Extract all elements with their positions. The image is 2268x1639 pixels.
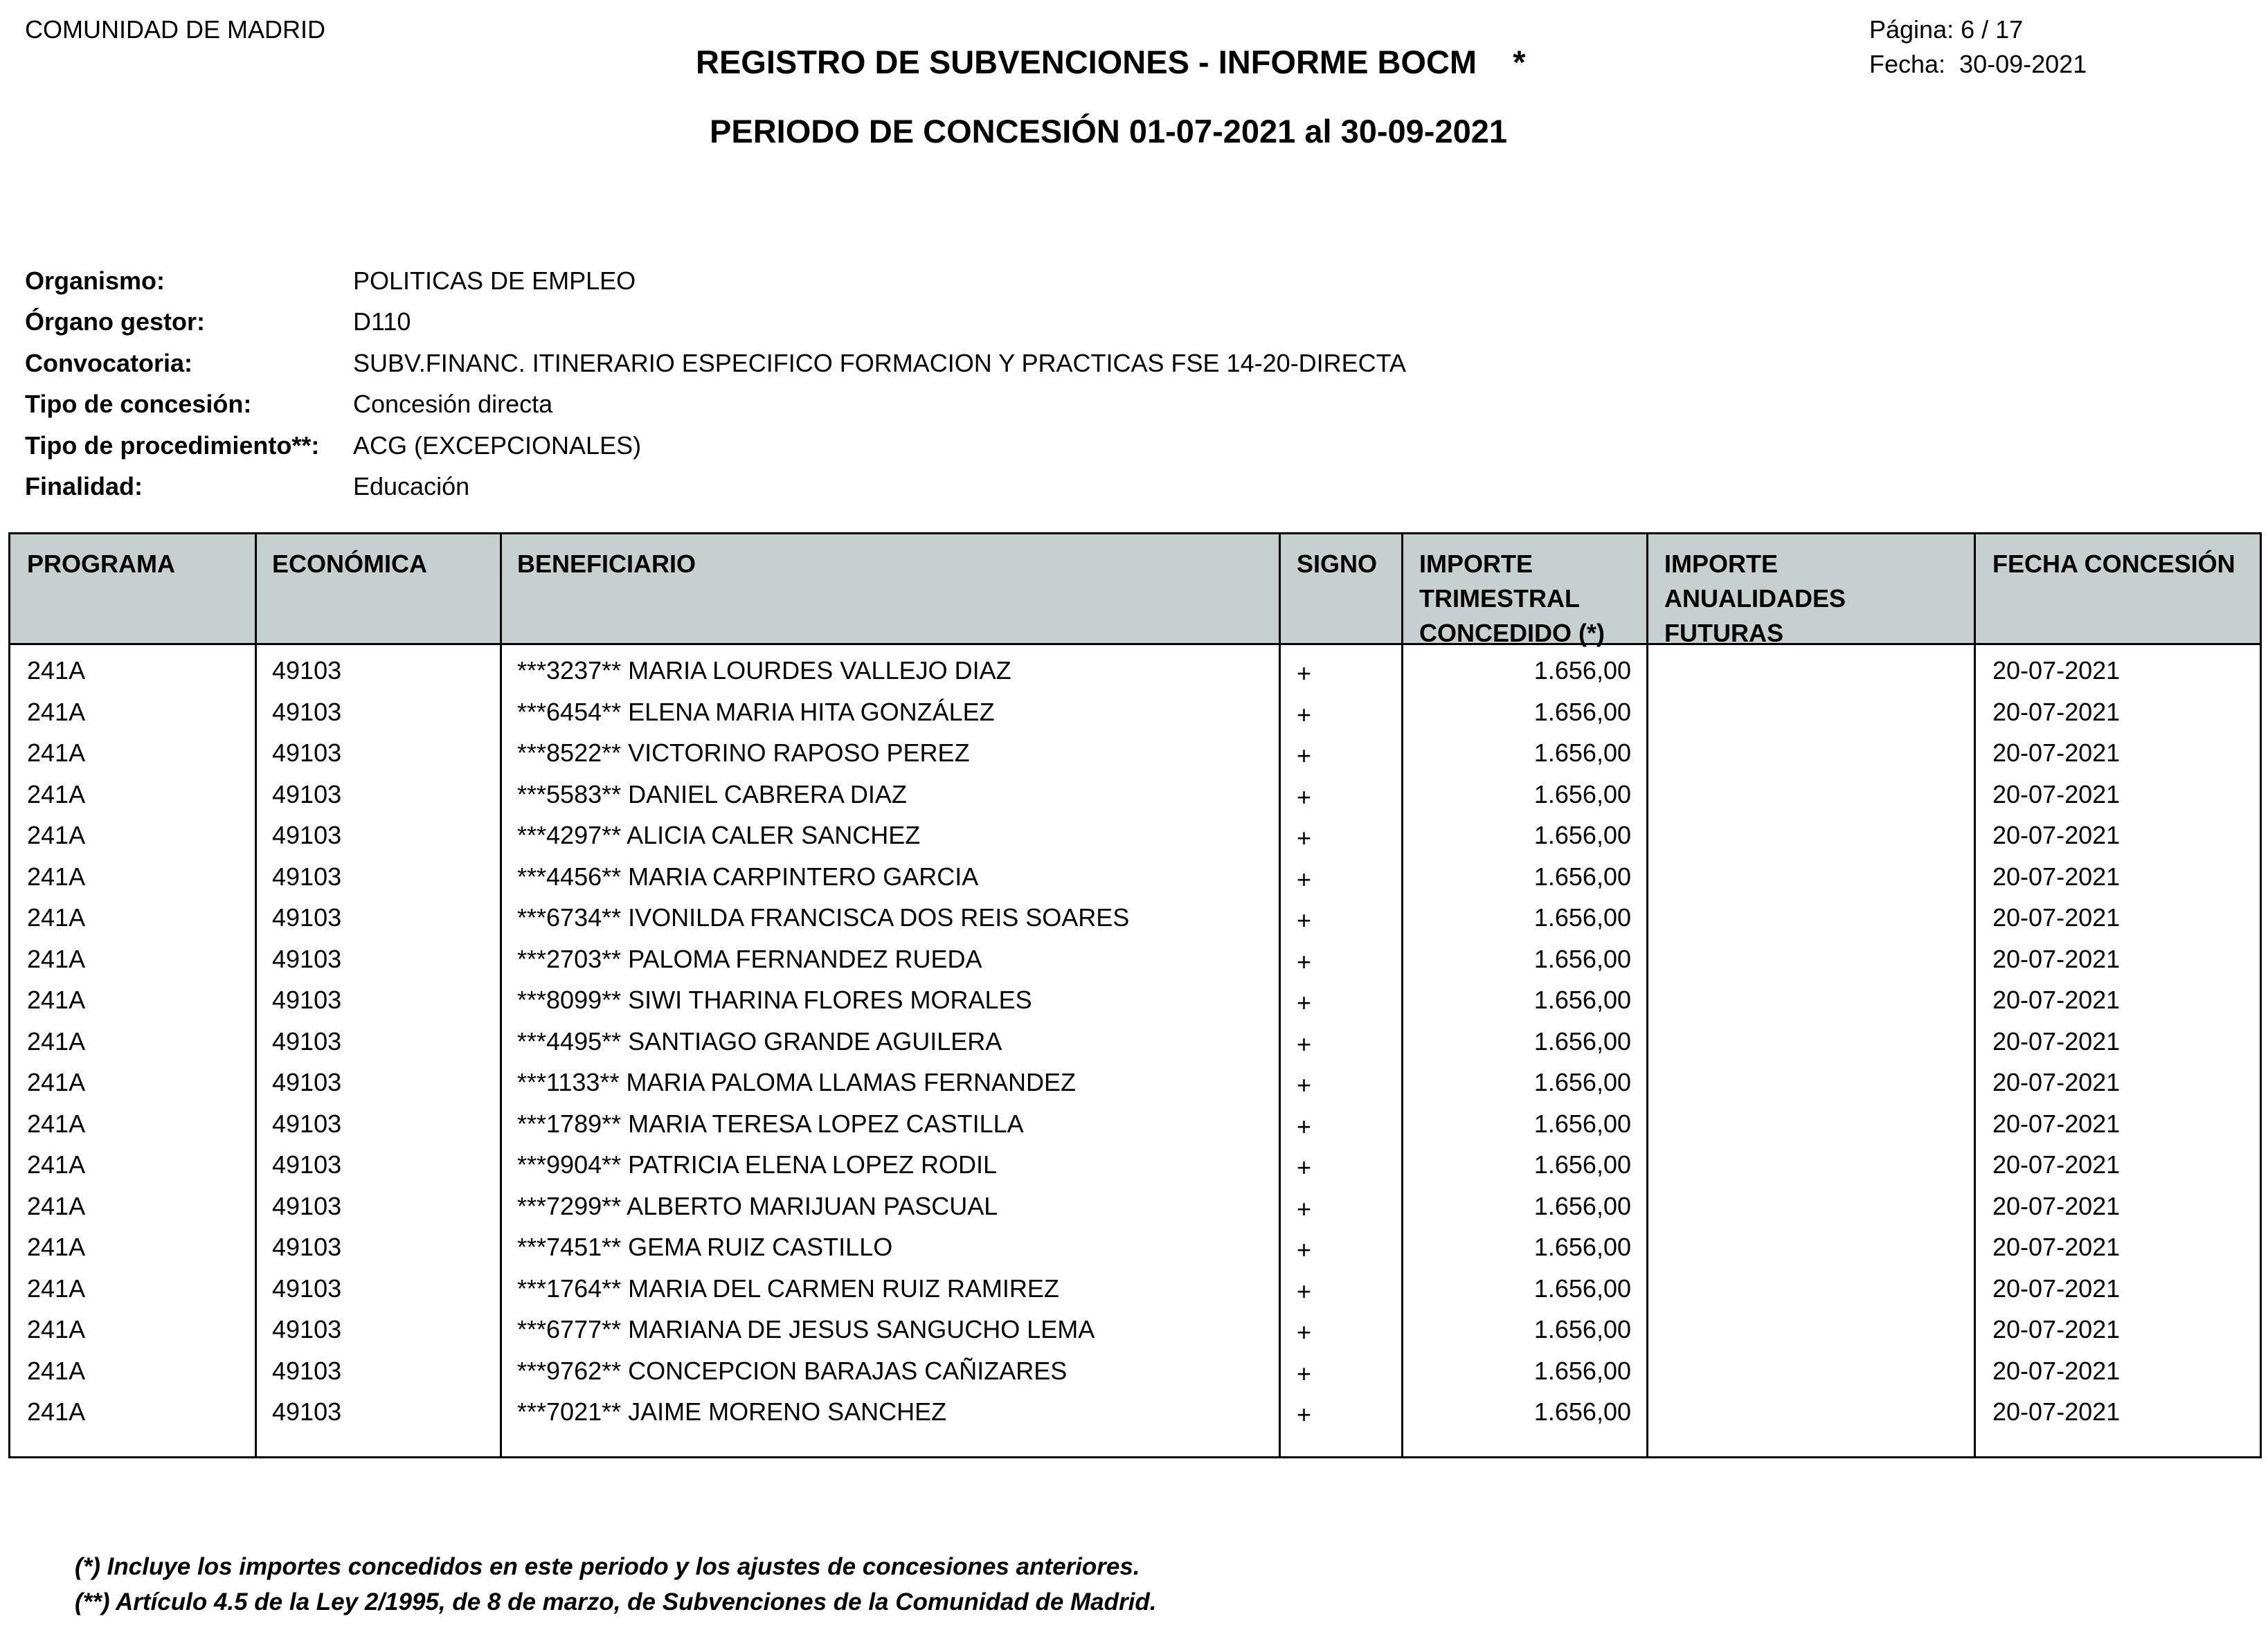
meta-row [25,425,1406,467]
cell-importe-trimestral: 1.656,00 [1533,944,1631,973]
cell-signo: + [1297,1318,1312,1346]
cell-fecha-concesion: 20-07-2021 [1992,779,2121,808]
cell-beneficiario: ***4297** ALICIA CALER SANCHEZ [517,821,921,849]
table-row [10,815,2260,856]
cell-importe-trimestral: 1.656,00 [1533,1356,1631,1385]
cell-economica: 49103 [272,1191,342,1220]
cell-importe-trimestral: 1.656,00 [1533,1233,1631,1261]
cell-economica: 49103 [272,779,342,808]
cell-signo: + [1297,824,1312,852]
cell-importe-trimestral: 1.656,00 [1533,739,1631,767]
cell-signo: + [1297,1194,1312,1223]
column-divider [1279,534,1281,1456]
cell-beneficiario: ***9904** PATRICIA ELENA LOPEZ RODIL [517,1150,997,1179]
cell-programa: 241A [27,779,86,808]
column-header-economica: ECONÓMICA [272,550,427,578]
cell-signo: + [1297,1276,1312,1305]
cell-programa: 241A [27,697,86,726]
cell-importe-trimestral: 1.656,00 [1533,1191,1631,1220]
cell-economica: 49103 [272,1109,342,1138]
table-row [10,1021,2260,1062]
cell-signo: + [1297,741,1312,770]
meta-row [25,343,1406,384]
cell-economica: 49103 [272,656,342,685]
cell-signo: + [1297,988,1312,1017]
cell-beneficiario: ***1133** MARIA PALOMA LLAMAS FERNANDEZ [517,1068,1076,1096]
cell-fecha-concesion: 20-07-2021 [1992,739,2121,767]
cell-programa: 241A [27,1068,86,1096]
cell-fecha-concesion: 20-07-2021 [1992,1191,2121,1220]
table-row [10,1103,2260,1145]
cell-importe-trimestral: 1.656,00 [1533,697,1631,726]
meta-label: Tipo de concesión: [25,390,252,419]
grants-table [8,532,2262,1458]
cell-signo: + [1297,864,1312,894]
footnote-2: (**) Artículo 4.5 de la Ley 2/1995, de 8 de marzo, de Subvenciones de la Comunidad de Madrid. [75,1588,1157,1615]
meta-row [25,384,1406,426]
cell-fecha-concesion: 20-07-2021 [1992,1233,2121,1261]
cell-signo: + [1297,1029,1312,1058]
cell-economica: 49103 [272,821,342,849]
cell-beneficiario: ***4456** MARIA CARPINTERO GARCIA [517,862,979,891]
cell-economica: 49103 [272,986,342,1014]
report-period: PERIODO DE CONCESIÓN 01-07-2021 al 30-09-2021 [710,113,1508,150]
meta-value: D110 [353,307,411,336]
cell-importe-trimestral: 1.656,00 [1533,862,1631,891]
meta-row [25,467,1406,508]
cell-programa: 241A [27,1191,86,1220]
cell-signo: + [1297,906,1312,934]
cell-beneficiario: ***2703** PALOMA FERNANDEZ RUEDA [517,944,982,973]
table-body [10,650,2260,1433]
meta-value: Concesión directa [353,390,553,419]
cell-signo: + [1297,700,1312,729]
cell-fecha-concesion: 20-07-2021 [1992,656,2121,685]
grant-metadata [25,260,1406,507]
cell-programa: 241A [27,903,86,932]
column-divider [1401,534,1403,1456]
meta-value: Educación [353,472,470,501]
cell-importe-trimestral: 1.656,00 [1533,1315,1631,1343]
cell-economica: 49103 [272,1026,342,1056]
cell-importe-trimestral: 1.656,00 [1533,1026,1631,1056]
meta-row [25,302,1406,343]
cell-importe-trimestral: 1.656,00 [1533,903,1631,932]
cell-beneficiario: ***1789** MARIA TERESA LOPEZ CASTILLA [517,1109,1024,1138]
table-row [10,1391,2260,1433]
cell-economica: 49103 [272,1068,342,1096]
meta-label: Finalidad: [25,472,143,501]
cell-fecha-concesion: 20-07-2021 [1992,1150,2121,1179]
table-row [10,1268,2260,1310]
cell-fecha-concesion: 20-07-2021 [1992,1315,2121,1343]
table-row [10,1350,2260,1392]
cell-economica: 49103 [272,862,342,891]
meta-label: Convocatoria: [25,348,193,377]
cell-economica: 49103 [272,1150,342,1179]
table-header [10,534,2260,645]
table-row [10,1309,2260,1350]
cell-beneficiario: ***7299** ALBERTO MARIJUAN PASCUAL [517,1191,998,1220]
cell-importe-trimestral: 1.656,00 [1533,779,1631,808]
column-header-programa: PROGRAMA [27,550,175,578]
cell-fecha-concesion: 20-07-2021 [1992,986,2121,1014]
cell-importe-trimestral: 1.656,00 [1533,1068,1631,1096]
column-divider [1646,534,1648,1456]
cell-programa: 241A [27,1150,86,1179]
cell-programa: 241A [27,1397,86,1426]
meta-label: Tipo de procedimiento**: [25,431,320,460]
meta-value: POLITICAS DE EMPLEO [353,266,636,295]
cell-programa: 241A [27,944,86,973]
cell-beneficiario: ***8099** SIWI THARINA FLORES MORALES [517,986,1032,1014]
column-header-fecha-concesion: FECHA CONCESIÓN [1992,550,2235,578]
table-row [10,732,2260,774]
cell-signo: + [1297,782,1312,811]
organization-name: COMUNIDAD DE MADRID [25,15,326,44]
cell-importe-trimestral: 1.656,00 [1533,821,1631,849]
cell-importe-trimestral: 1.656,00 [1533,1274,1631,1303]
cell-fecha-concesion: 20-07-2021 [1992,903,2121,932]
column-header-importe-futuras: IMPORTE ANUALIDADES FUTURAS [1664,550,1846,647]
cell-fecha-concesion: 20-07-2021 [1992,1026,2121,1056]
cell-beneficiario: ***9762** CONCEPCION BARAJAS CAÑIZARES [517,1356,1068,1385]
table-row [10,979,2260,1021]
cell-beneficiario: ***7451** GEMA RUIZ CASTILLO [517,1233,893,1261]
cell-economica: 49103 [272,1233,342,1261]
cell-economica: 49103 [272,1397,342,1426]
cell-beneficiario: ***5583** DANIEL CABRERA DIAZ [517,779,907,808]
cell-importe-trimestral: 1.656,00 [1533,1397,1631,1426]
cell-signo: + [1297,1153,1312,1181]
cell-importe-trimestral: 1.656,00 [1533,1150,1631,1179]
cell-economica: 49103 [272,1274,342,1303]
cell-signo: + [1297,947,1312,976]
page-number: Página: 6 / 17 [1869,15,2024,44]
column-divider [500,534,502,1456]
cell-fecha-concesion: 20-07-2021 [1992,1109,2121,1138]
cell-programa: 241A [27,1233,86,1261]
meta-value: SUBV.FINANC. ITINERARIO ESPECIFICO FORMACION Y PRACTICAS FSE 14-20-DIRECTA [353,348,1406,377]
cell-fecha-concesion: 20-07-2021 [1992,1397,2121,1426]
column-header-signo: SIGNO [1297,550,1378,578]
cell-fecha-concesion: 20-07-2021 [1992,1068,2121,1096]
table-row [10,650,2260,691]
table-row [10,691,2260,733]
cell-economica: 49103 [272,697,342,726]
cell-programa: 241A [27,656,86,685]
cell-programa: 241A [27,1356,86,1385]
column-header-beneficiario: BENEFICIARIO [517,550,696,578]
cell-beneficiario: ***8522** VICTORINO RAPOSO PEREZ [517,739,970,767]
cell-economica: 49103 [272,944,342,973]
meta-label: Órgano gestor: [25,307,206,336]
column-header-importe-trimestral: IMPORTE TRIMESTRAL CONCEDIDO (*) [1419,550,1605,647]
column-divider [255,534,257,1456]
cell-fecha-concesion: 20-07-2021 [1992,1274,2121,1303]
cell-signo: + [1297,1071,1312,1099]
cell-signo: + [1297,659,1312,687]
cell-programa: 241A [27,739,86,767]
table-row [10,939,2260,980]
cell-economica: 49103 [272,739,342,767]
cell-economica: 49103 [272,903,342,932]
cell-signo: + [1297,1359,1312,1388]
cell-beneficiario: ***6734** IVONILDA FRANCISCA DOS REIS SOARES [517,903,1130,932]
cell-programa: 241A [27,1026,86,1056]
table-row [10,774,2260,815]
cell-signo: + [1297,1112,1312,1141]
meta-row [25,260,1406,302]
cell-programa: 241A [27,986,86,1014]
cell-programa: 241A [27,1315,86,1343]
table-row [10,1226,2260,1268]
table-row [10,1062,2260,1103]
table-row [10,856,2260,898]
cell-beneficiario: ***7021** JAIME MORENO SANCHEZ [517,1397,947,1426]
cell-fecha-concesion: 20-07-2021 [1992,944,2121,973]
table-row [10,897,2260,939]
cell-fecha-concesion: 20-07-2021 [1992,821,2121,849]
cell-programa: 241A [27,821,86,849]
table-row [10,1186,2260,1227]
cell-importe-trimestral: 1.656,00 [1533,986,1631,1014]
cell-beneficiario: ***6454** ELENA MARIA HITA GONZÁLEZ [517,697,995,726]
cell-programa: 241A [27,1109,86,1138]
column-divider [1974,534,1976,1456]
cell-importe-trimestral: 1.656,00 [1533,656,1631,685]
cell-signo: + [1297,1235,1312,1264]
footnote-1: (*) Incluye los importes concedidos en este periodo y los ajustes de concesiones anteriores. [75,1553,1140,1580]
meta-label: Organismo: [25,266,165,295]
cell-fecha-concesion: 20-07-2021 [1992,1356,2121,1385]
table-row [10,1144,2260,1186]
cell-programa: 241A [27,862,86,891]
cell-beneficiario: ***6777** MARIANA DE JESUS SANGUCHO LEMA [517,1315,1095,1343]
cell-signo: + [1297,1400,1312,1429]
cell-economica: 49103 [272,1315,342,1343]
cell-beneficiario: ***1764** MARIA DEL CARMEN RUIZ RAMIREZ [517,1274,1059,1303]
cell-programa: 241A [27,1274,86,1303]
report-date: Fecha: 30-09-2021 [1869,50,2087,78]
report-title: REGISTRO DE SUBVENCIONES - INFORME BOCM * [696,44,1526,80]
meta-value: ACG (EXCEPCIONALES) [353,431,642,460]
cell-fecha-concesion: 20-07-2021 [1992,862,2121,891]
cell-beneficiario: ***4495** SANTIAGO GRANDE AGUILERA [517,1026,1002,1056]
cell-economica: 49103 [272,1356,342,1385]
cell-beneficiario: ***3237** MARIA LOURDES VALLEJO DIAZ [517,656,1011,685]
cell-fecha-concesion: 20-07-2021 [1992,697,2121,726]
cell-importe-trimestral: 1.656,00 [1533,1109,1631,1138]
